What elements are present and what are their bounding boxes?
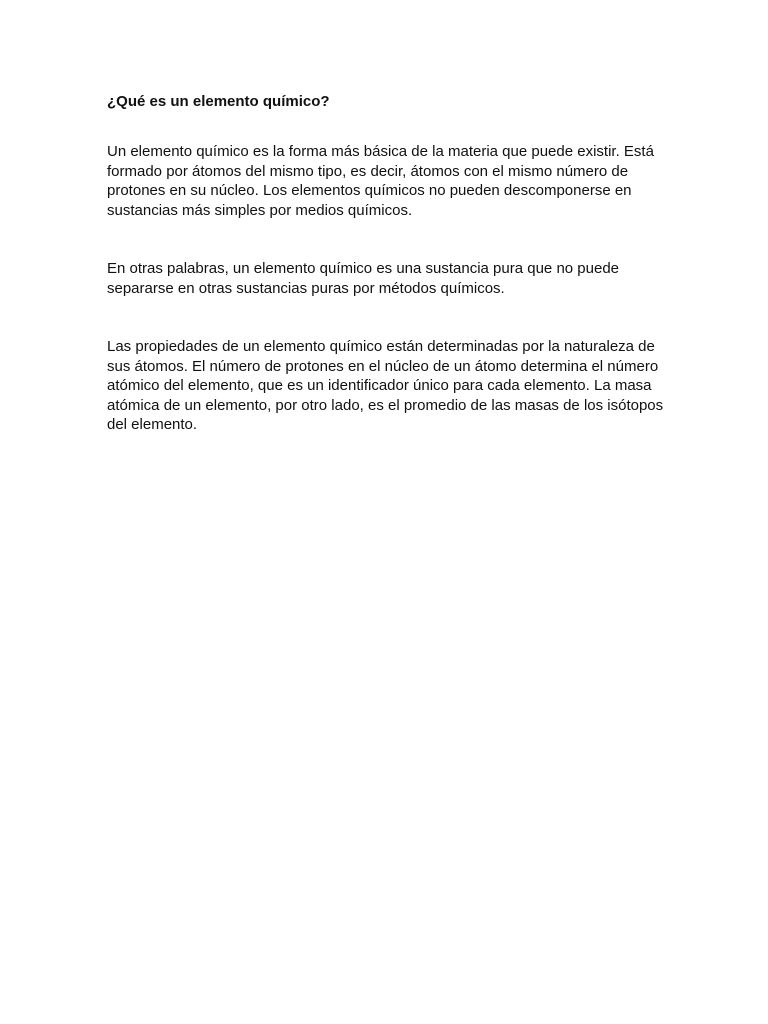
paragraph-definition: Un elemento químico es la forma más básica de la materia que puede existir. Está formado por átomos del mismo tipo, es decir, átomos con el mismo número de protones en su núcleo. Los elementos químicos no pueden descomponerse en sustancias más simples por medios químicos. [107, 143, 654, 219]
paragraph-properties: Las propiedades de un elemento químico están determinadas por la naturaleza de sus átomos. El número de protones en el núcleo de un átomo determina el número atómico del elemento, que es un identificador único para cada elemento. La masa atómica de un elemento, por otro lado, es el promedio de las masas de los isótopos del elemento. [107, 338, 664, 433]
document-title: ¿Qué es un elemento químico? [107, 93, 330, 110]
paragraph-restatement: En otras palabras, un elemento químico es una sustancia pura que no puede separarse en otras sustancias puras por métodos químicos. [107, 260, 620, 297]
document-body [107, 92, 667, 435]
